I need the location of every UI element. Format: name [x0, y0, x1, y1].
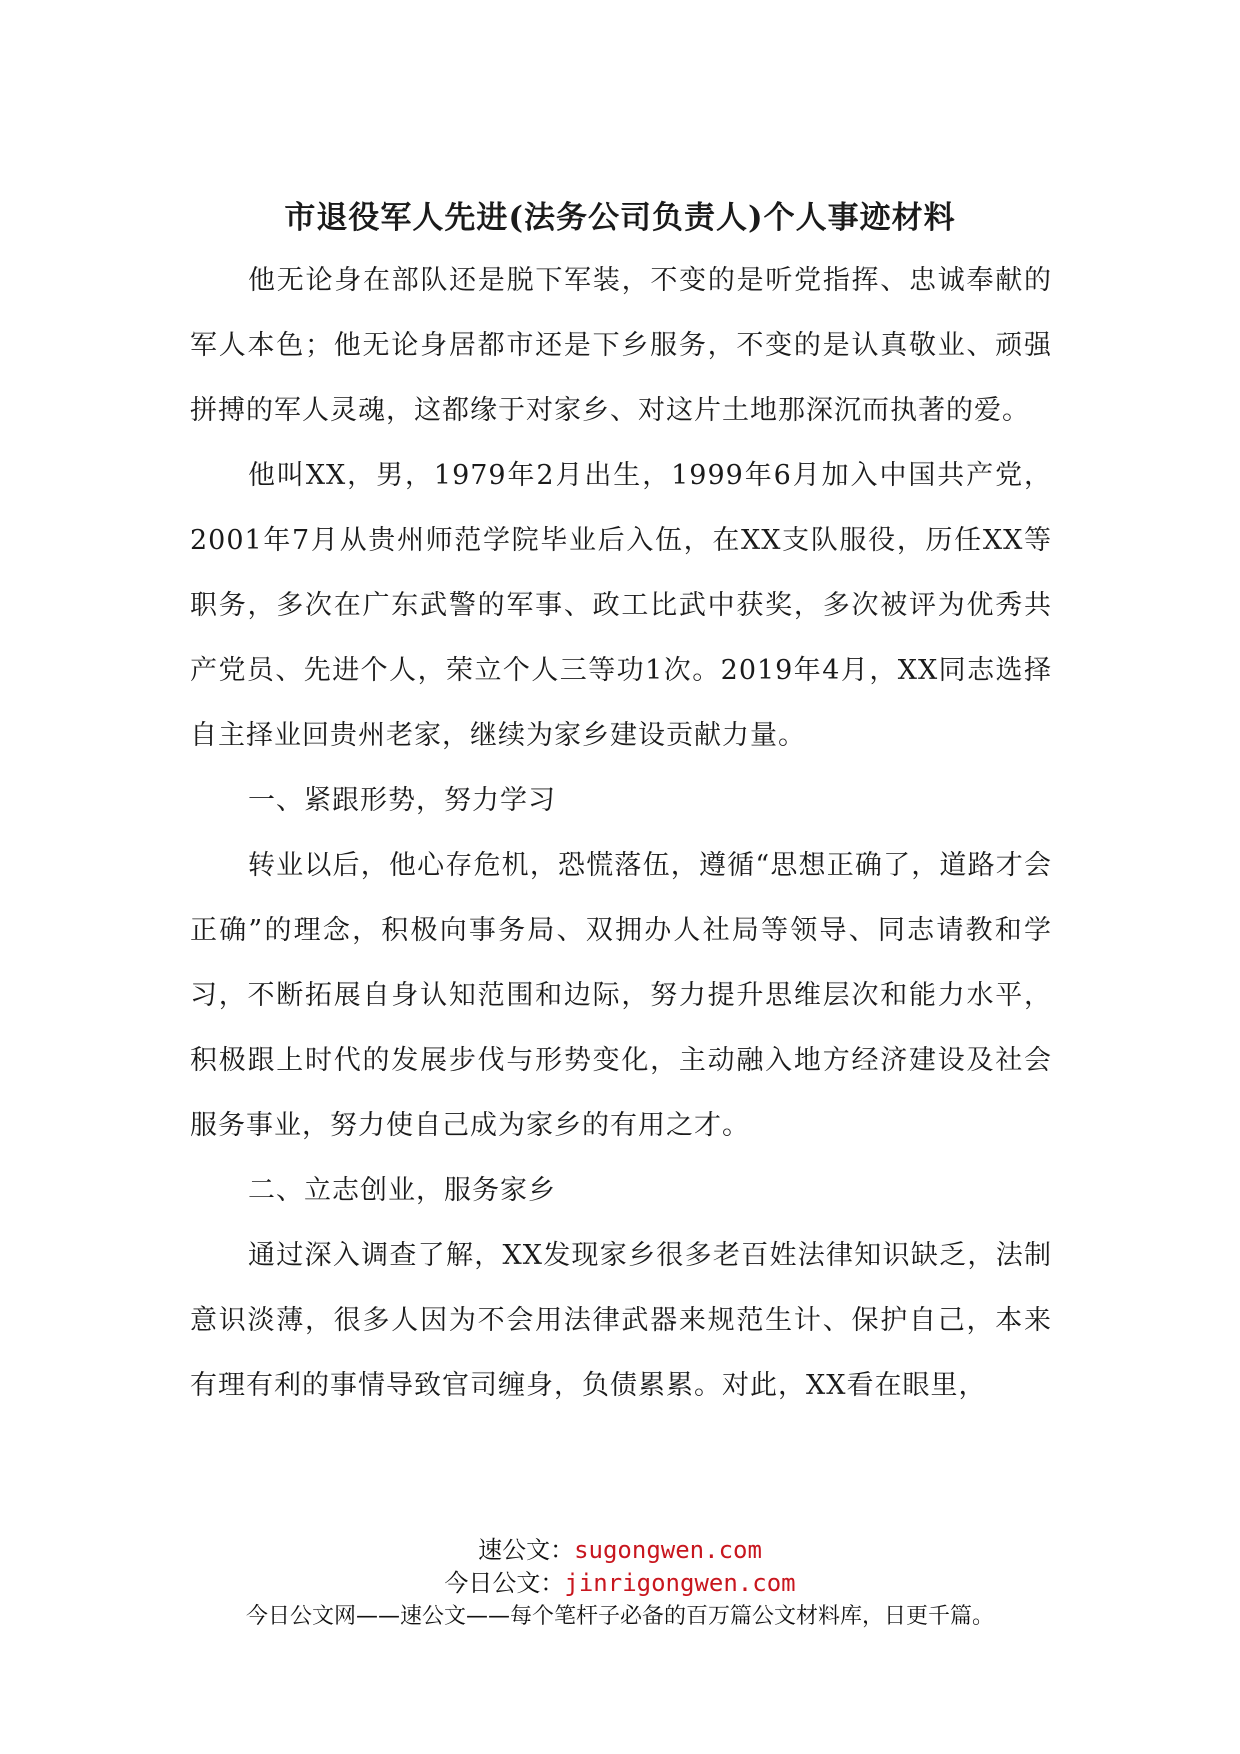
- footer-label: 今日公文：: [444, 1569, 565, 1597]
- section-heading: 一、紧跟形势，努力学习: [248, 785, 556, 816]
- section-heading: 二、立志创业，服务家乡: [248, 1175, 556, 1206]
- body-paragraph: 他叫XX，男，1979年2月出生，1999年6月加入中国共产党，2001年7月从贵州师范学院毕业后入伍，在XX支队服役，历任XX等职务，多次在广东武警的军事、政工比武中获奖，多次被评为优秀共产党员、先进个人，荣立个人三等功1次。2019年4月，XX同志选择自主择业回贵州老家，继续为家乡建设贡献力量。: [190, 460, 1052, 751]
- document-body: [190, 248, 1052, 1418]
- footer-line-jinrigongwen: [0, 1567, 1240, 1600]
- footer-label: 速公文：: [478, 1536, 575, 1564]
- body-paragraph: 通过深入调查了解，XX发现家乡很多老百姓法律知识缺乏，法制意识淡薄，很多人因为不会用法律武器来规范生计、保护自己，本来有理有利的事情导致官司缠身，负债累累。对此，XX看在眼里，: [190, 1240, 1052, 1401]
- footer: [0, 1534, 1240, 1633]
- jinrigongwen-link[interactable]: jinrigongwen.com: [564, 1569, 796, 1597]
- body-paragraph: 他无论身在部队还是脱下军装，不变的是听党指挥、忠诚奉献的军人本色；他无论身居都市还是下乡服务，不变的是认真敬业、顽强拼搏的军人灵魂，这都缘于对家乡、对这片土地那深沉而执著的爱。: [190, 265, 1052, 426]
- footer-slogan: 今日公文网——速公文——每个笔杆子必备的百万篇公文材料库，日更千篇。: [245, 1604, 994, 1629]
- footer-line-sugongwen: [0, 1534, 1240, 1567]
- sugongwen-link[interactable]: sugongwen.com: [574, 1536, 762, 1564]
- body-paragraph: 转业以后，他心存危机，恐慌落伍，遵循“思想正确了，道路才会正确”的理念，积极向事务局、双拥办人社局等领导、同志请教和学习，不断拓展自身认知范围和边际，努力提升思维层次和能力水平，积极跟上时代的发展步伐与形势变化，主动融入地方经济建设及社会服务事业，努力使自己成为家乡的有用之才。: [190, 850, 1052, 1141]
- document-title: 市退役军人先进(法务公司负责人)个人事迹材料: [284, 200, 956, 236]
